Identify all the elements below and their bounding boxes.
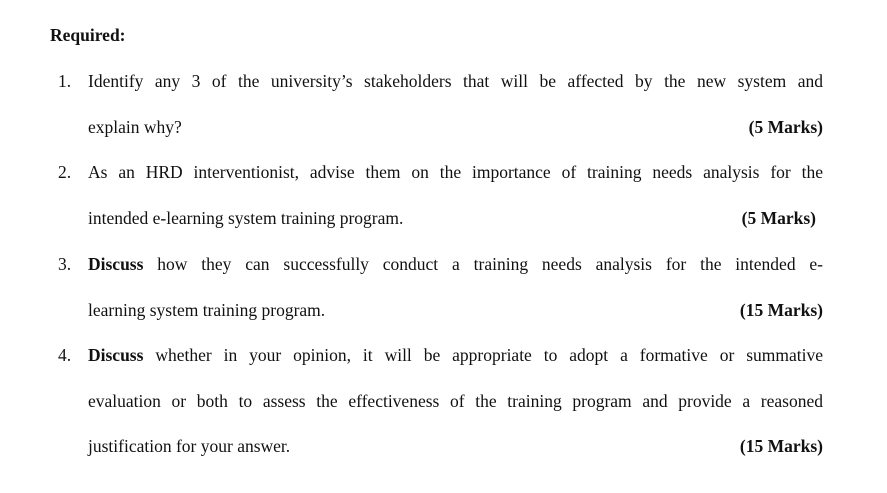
question-number: 2. (58, 162, 72, 182)
question-text-line: intended e-learning system training program. (88, 208, 404, 228)
question-text-line: explain why? (88, 117, 182, 137)
marks-label: (15 Marks) (739, 436, 823, 456)
question-text: how they can successfully conduct a training needs analysis for the intended e- (157, 254, 824, 274)
question-number: 3. (58, 254, 72, 274)
marks-label: (5 Marks) (748, 117, 823, 137)
question-text: whether in your opinion, it will be appropriate to adopt a formative or summative (155, 345, 823, 365)
question-number: 1. (58, 71, 72, 91)
question-text-line: As an HRD interventionist, advise them on the importance of training needs analysis for the (88, 162, 823, 182)
question-text-line: evaluation or both to assess the effectiveness of the training program and provide a reasoned (88, 391, 823, 411)
question-text-line (88, 344, 823, 366)
emphasis-word: Discuss (88, 345, 144, 365)
marks-label: (15 Marks) (739, 300, 823, 320)
emphasis-word: Discuss (88, 254, 144, 274)
question-text-line: Identify any 3 of the university’s stakeholders that will be affected by the new system and (88, 71, 823, 91)
question-number: 4. (58, 345, 72, 365)
marks-label: (5 Marks) (741, 208, 816, 228)
question-text-line: justification for your answer. (88, 436, 291, 456)
required-heading: Required: (50, 25, 126, 45)
question-text-line (88, 253, 823, 275)
question-text-line: learning system training program. (88, 300, 326, 320)
